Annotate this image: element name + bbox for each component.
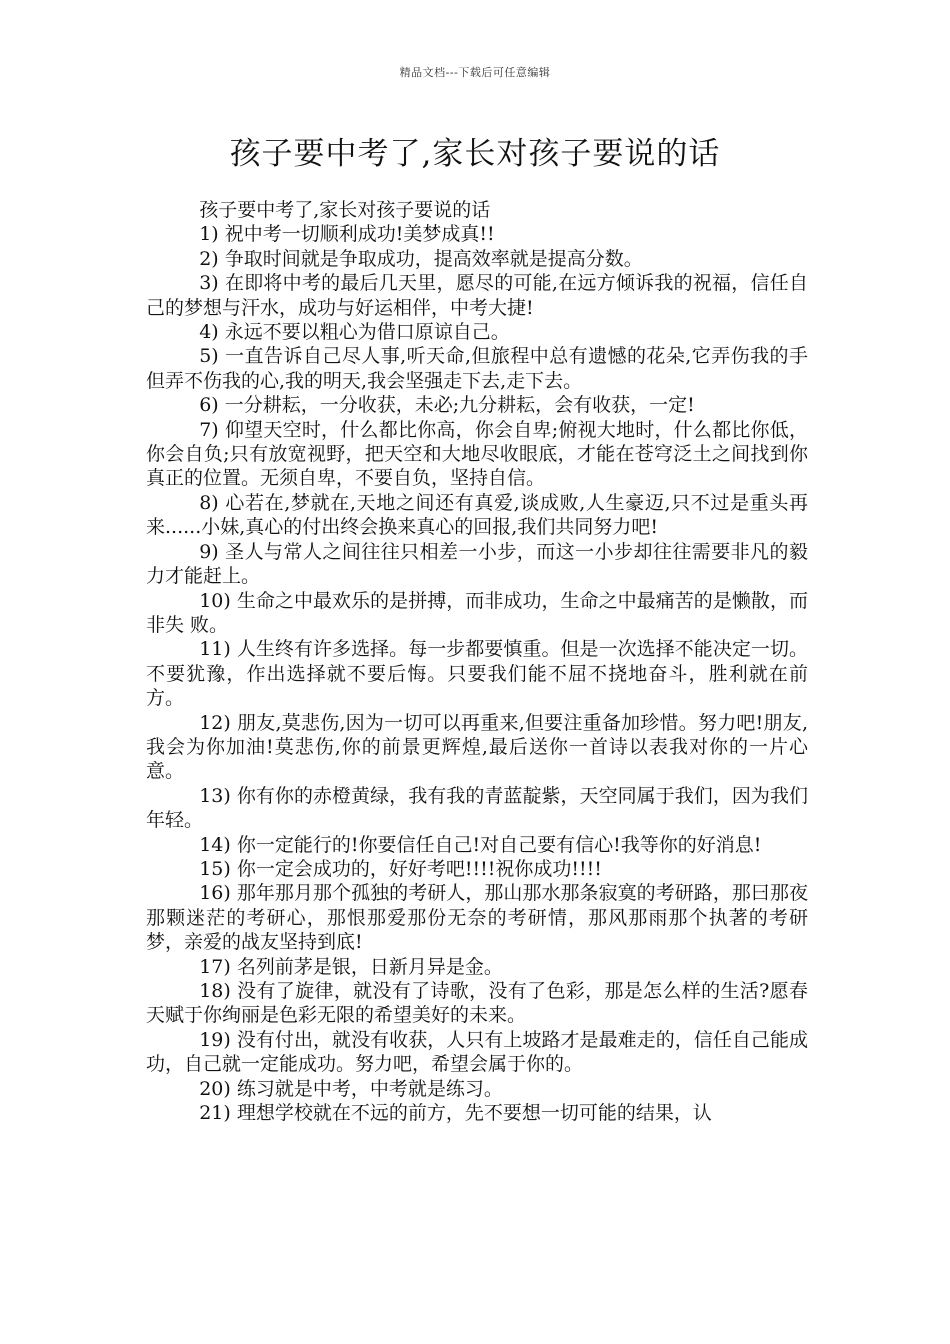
list-item-13: 13) 你有你的赤橙黄绿，我有我的青蓝靛紫，天空同属于我们，因为我们年轻。 [146,784,808,832]
list-item-14: 14) 你一定能行的!你要信任自己!对自己要有信心!我等你的好消息! [199,833,762,856]
list-item-9: 9) 圣人与常人之间往往只相差一小步，而这一小步却往往需要非凡的毅力才能赶上。 [146,540,808,588]
document-title: 孩子要中考了,家长对孩子要说的话 [229,136,721,172]
list-item-15: 15) 你一定会成功的，好好考吧!!!!祝你成功!!!! [199,857,602,880]
list-item-17: 17) 名列前茅是银，日新月异是金。 [199,955,503,978]
list-item-1: 1) 祝中考一切顺利成功!美梦成真!! [199,223,495,246]
list-item-20: 20) 练习就是中考，中考就是练习。 [199,1077,503,1100]
body-subtitle: 孩子要中考了,家长对孩子要说的话 [199,199,491,221]
list-item-10: 10) 生命之中最欢乐的是拼搏，而非成功，生命之中最痛苦的是懒散，而非失 败。 [146,589,808,636]
list-item-16: 16) 那年那月那个孤独的考研人，那山那水那条寂寞的考研路，那曰那夜那颗迷茫的考研心，那恨那爱那份无奈的考研情，那风那雨那个执著的考研梦，亲爱的战友坚持到底! [146,882,808,954]
list-item-6: 6) 一分耕耘，一分收获，未必;九分耕耘，会有收获，一定! [199,394,695,417]
list-item-7: 7) 仰望天空时，什么都比你高，你会自卑;俯视大地时，什么都比你低，你会自负;只有放宽视野，把天空和大地尽收眼底，才能在苍穹泛土之间找到你真正的位置。无须自卑，不要自负，坚持自信。 [146,418,808,490]
header-note: 精品文档---下载后可任意编辑 [399,66,551,79]
list-item-5: 5) 一直告诉自己尽人事,听天命,但旅程中总有遗憾的花朵,它弄伤我的手但弄不伤我的心,我的明天,我会坚强走下去,走下去。 [146,345,808,392]
list-item-12: 12) 朋友,莫悲伤,因为一切可以再重来,但要注重备加珍惜。努力吧!朋友,我会为你加油!莫悲伤,你的前景更辉煌,最后送你一首诗以表我对你的一片心意。 [146,711,808,783]
document-body [146,198,808,1125]
list-item-18: 18) 没有了旋律，就没有了诗歌，没有了色彩，那是怎么样的生活?愿春天赋于你绚丽是色彩无限的希望美好的未来。 [146,980,808,1027]
list-item-3: 3) 在即将中考的最后几天里，愿尽的可能,在远方倾诉我的祝福，信任自己的梦想与汗水，成功与好运相伴，中考大捷! [146,272,808,319]
list-item-19: 19) 没有付出，就没有收获，人只有上坡路才是最难走的，信任自己能成功，自己就一定能成功。努力吧，希望会属于你的。 [146,1028,808,1076]
list-item-8: 8) 心若在,梦就在,天地之间还有真爱,谈成败,人生豪迈,只不过是重头再来......小妹,真心的付出终会换来真心的回报,我们共同努力吧! [146,491,808,539]
list-item-21: 21) 理想学校就在不远的前方，先不要想一切可能的结果，认 [199,1102,712,1125]
list-item-11: 11) 人生终有许多选择。每一步都要慎重。但是一次选择不能决定一切。不要犹豫，作出选择就不要后悔。只要我们能不屈不挠地奋斗，胜利就在前方。 [146,638,808,710]
list-item-2: 2) 争取时间就是争取成功，提高效率就是提高分数。 [199,247,643,270]
list-item-4: 4) 永远不要以粗心为借口原谅自己。 [199,321,510,344]
